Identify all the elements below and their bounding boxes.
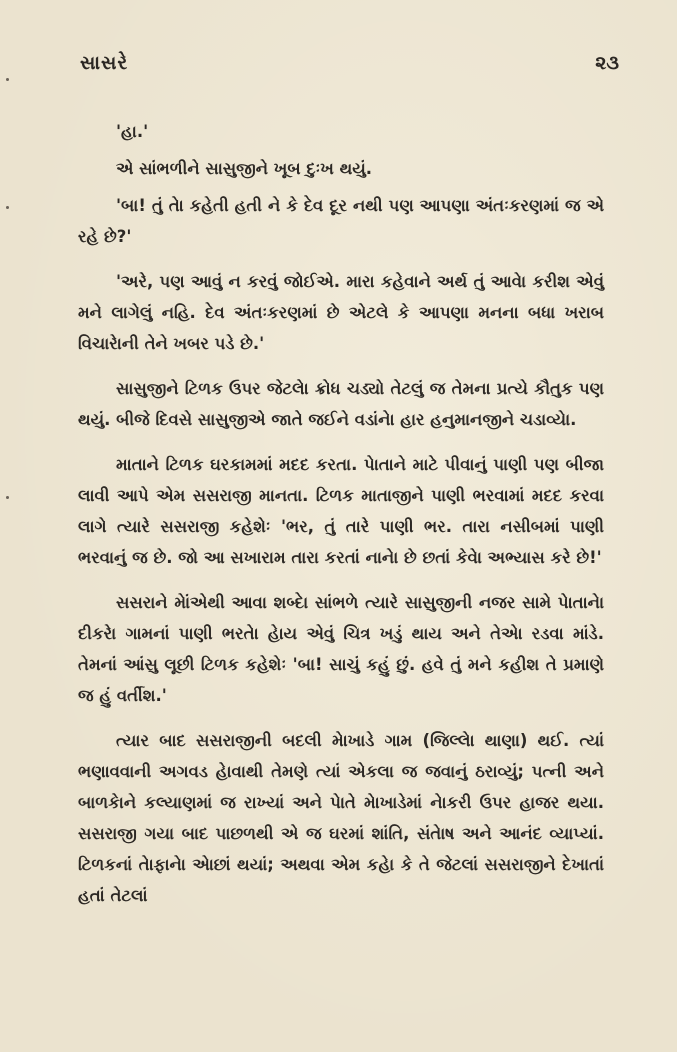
paragraph: સસરાને મેાંએથી આવા શબ્દેા સાંભળે ત્યારે સાસુજીની નજર સામે પેાતાનેા દીકરેા ગામનાં પાણી ભરતેા હેાય એવું ચિત્ર ખડું થાય અને તેએા રડવા માંડે. તેમનાં આંસુ લૂછી ટિળક કહેશેઃ 'બા! સાચું કહું છું. હવે તું મને કહીશ તે પ્રમાણે જ હું વર્તીશ.' bbox=[78, 593, 604, 705]
running-title: સાસરે bbox=[80, 52, 129, 74]
paragraph: માતાને ટિળક ઘરકામમાં મદદ કરતા. પેાતાને માટે પીવાનું પાણી પણ બીજા લાવી આપે એમ સસરાજી માનતા. ટિળક માતાજીને પાણી ભરવામાં મદદ કરવા લાગે ત્યારે સસરાજી કહેશેઃ 'ભર, તું તારે પાણી ભર. તારા નસીબમાં પાણી ભરવાનું જ છે. જો આ સખારામ તારા કરતાં નાનેા છે છતાં કેવેા અભ્યાસ કરે છે!' bbox=[78, 455, 604, 567]
paragraph: 'અરે, પણ આવું ન કરવું જોઈએ. મારા કહેવાને અર્થ તું આવેા કરીશ એવું મને લાગેલું નહિ. દેવ અંતઃકરણમાં છે એટલે કે આપણા મનના બધા ખરાબ વિચારેાની તેને ખબર પડે છે.' bbox=[78, 272, 604, 353]
paragraph: સાસુજીને ટિળક ઉપર જેટલેા ક્રોધ ચડ્યો તેટલું જ તેમના પ્રત્યે કૌતુક પણ થયું. બીજે દિવસે સાસુજીએ જાતે જઈને વડાંનેા હાર હનુમાનજીને ચડાવ્યેા. bbox=[78, 379, 604, 429]
paragraph: 'હા.' bbox=[116, 122, 149, 141]
margin-speck bbox=[6, 78, 9, 81]
paragraph: 'બા! તું તેા કહેતી હતી ને કે દેવ દૂર નથી પણ આપણા અંતઃકરણમાં જ એ રહે છે?' bbox=[78, 196, 604, 246]
page-number: ૨૩ bbox=[595, 52, 619, 74]
body-text bbox=[78, 116, 604, 925]
margin-speck bbox=[6, 496, 9, 499]
paragraph: એ સાંભળીને સાસુજીને ખૂબ દુઃખ થયું. bbox=[116, 159, 373, 178]
margin-speck bbox=[6, 206, 9, 209]
paragraph: ત્યાર બાદ સસરાજીની બદલી મેાખાડે ગામ (જિલ્લેા થાણા) થઈ. ત્યાં ભણાવવાની અગવડ હેાવાથી તેમણે ત્યાં એકલા જ જવાનું ઠરાવ્યું; પત્ની અને બાળકેાને કલ્યાણમાં જ રાખ્યાં અને પેાતે મેાખાડેમાં નેાકરી ઉપર હાજર થયા. સસરાજી ગયા બાદ પાછળથી એ જ ઘરમાં શાંતિ, સંતેાષ અને આનંદ વ્યાપ્યાં. ટિળકનાં તેાફાનેા એાછાં થયાં; અથવા એમ કહેા કે તે જેટલાં સસરાજીને દેખાતાં હતાં તેટલાં bbox=[78, 731, 604, 905]
